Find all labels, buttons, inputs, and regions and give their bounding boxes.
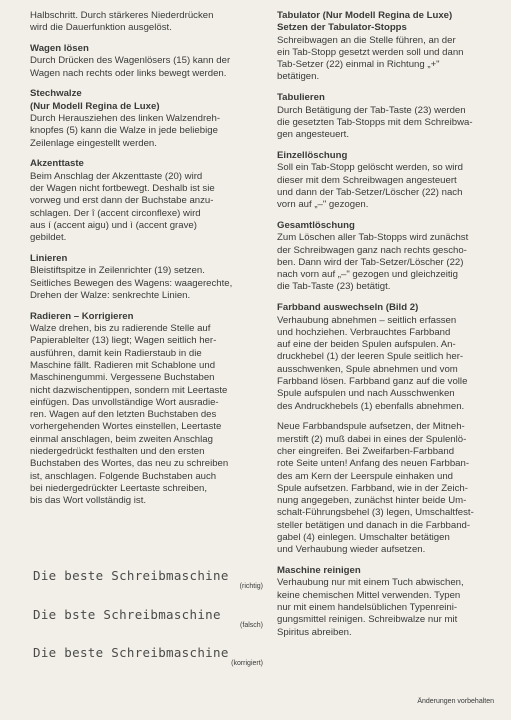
section-heading: Setzen der Tabulator-Stopps — [277, 22, 407, 34]
body-line: ben. Dann wird der Tab-Setzer/Löscher (22) — [277, 256, 464, 268]
body-line: Schreibwagen an die Stelle führen, an der — [277, 34, 456, 46]
section-heading: Akzenttaste — [30, 158, 84, 170]
section-heading: Tabulieren — [277, 92, 325, 104]
right-column — [277, 10, 493, 647]
body-line: gebildet. — [30, 232, 67, 244]
example-text: Die bste Schreibmaschine — [33, 607, 221, 622]
body-line: betätigen. — [277, 71, 320, 83]
body-line: Durch Herausziehen des linken Walzendreh- — [30, 113, 221, 125]
example-correct — [33, 568, 263, 590]
body-line: Farbband lösen. Farbband ganz auf die volle — [277, 376, 468, 388]
section-heading: Radieren – Korrigieren — [30, 310, 134, 322]
body-line: des am Kern der Leerspule einhaken und — [277, 470, 454, 482]
section-heading: Wagen lösen — [30, 43, 89, 55]
body-line: Verhaubung nur mit einem Tuch abwischen, — [277, 577, 464, 589]
body-line: vorn auf „–" gezogen. — [277, 199, 369, 211]
section — [30, 253, 260, 302]
body-line: Zeilenlage eingestellt werden. — [30, 137, 157, 149]
section-heading: Einzellöschung — [277, 149, 348, 161]
body-line: nung angegeben, zunächst hinter beide Um- — [277, 495, 467, 507]
section — [30, 311, 260, 508]
section-heading: Stechwalze — [30, 88, 82, 100]
body-line: Halbschritt. Durch stärkeres Niederdrücken — [30, 10, 214, 21]
body-line: Tab-Setzer (22) einmal in Richtung „+" — [277, 59, 440, 71]
section-heading: Tabulator (Nur Modell Regina de Luxe) — [277, 10, 453, 21]
body-line: Maschinengummi. Vergessene Buchstaben — [30, 372, 215, 384]
section-heading: Gesamtlöschung — [277, 219, 355, 231]
body-line: schalt-Führungsbehel (3) legen, Umschaltfest- — [277, 507, 474, 519]
body-line: niedergedrückt festhalten und den ersten — [30, 446, 205, 457]
left-column — [30, 10, 260, 516]
body-line: die Tab-Taste (23) betätigt. — [277, 281, 391, 293]
section — [277, 220, 493, 294]
body-line: des Andruckhebels (1) ebenfalls abnehmen. — [277, 400, 465, 412]
section — [30, 10, 260, 35]
body-line: bei niedergedrückter Leertaste schreiben, — [30, 482, 208, 494]
body-line: Papierablelter (13) liegt; Wagen seitlich her- — [30, 335, 217, 347]
example-corrected — [33, 645, 263, 667]
body-line: auf eine der beiden Spulen aufspulen. An- — [277, 339, 456, 351]
body-line: die gesetzten Tab-Stopps mit dem Schreibwa- — [277, 116, 473, 128]
example-text: Die beste Schreibmaschine — [33, 568, 229, 583]
body-line: ausschwenken, Spule abnehmen und vom — [277, 363, 458, 375]
body-line: gen angesteuert. — [277, 129, 350, 141]
body-line: Buchstaben des Wortes, das neu zu schreiben — [30, 458, 229, 470]
body-line: nur mit einem handelsüblichen Typenreini- — [277, 602, 458, 614]
body-line: keine chemischen Mittel verwenden. Typen — [277, 589, 461, 601]
body-line: rote Seite unten! Anfang des neuen Farbban- — [277, 458, 470, 470]
body-line: und hochziehen. Verbrauchtes Farbband — [277, 326, 451, 338]
body-line: einfügen. Das unvollständige Wort ausradie- — [30, 396, 219, 408]
section — [277, 421, 493, 556]
body-line: Beim Anschlag der Akzenttaste (20) wird — [30, 170, 203, 182]
body-line: der Schreibwagen ganz nach rechts gescho- — [277, 244, 467, 256]
body-line: ausführen, damit kein Radierstaub in die — [30, 347, 202, 359]
body-line: und Verhaubung wieder aufsetzen. — [277, 544, 426, 556]
example-text: Die beste Schreibmaschine — [33, 645, 229, 660]
body-line: Neue Farbbandspule aufsetzen, der Mitneh- — [277, 421, 465, 433]
section — [277, 565, 493, 639]
section — [277, 302, 493, 413]
section-heading: Maschine reinigen — [277, 565, 361, 577]
body-line: Soll ein Tab-Stopp gelöscht werden, so wird — [277, 162, 463, 174]
body-line: Wagen nach rechts oder links bewegt werden. — [30, 67, 227, 79]
body-line: ist, anschlagen. Folgende Buchstaben auch — [30, 470, 217, 482]
body-line: druckhebel (1) der leeren Spule seitlich her- — [277, 351, 464, 363]
body-line: schlagen. Der î (accent circonflexe) wird — [30, 207, 201, 219]
body-line: Zum Löschen aller Tab-Stopps wird zunächst — [277, 232, 469, 244]
section — [277, 10, 493, 84]
body-line: cher eingreifen. Bei Zweifarben-Farbband — [277, 446, 455, 457]
example-tag: (falsch) — [240, 622, 263, 629]
body-line: ren. Wagen auf den letzten Buchstaben des — [30, 409, 217, 421]
body-line: merstift (2) muß dabei in eines der Spulenlö- — [277, 433, 467, 445]
body-line: einmal anschlagen, beim zweiten Anschlag — [30, 433, 213, 445]
body-line: gungsmittel reinigen. Schreibwalze nur mit — [277, 614, 458, 626]
body-line: Spule aufsetzen. Farbband, wie in der Zeich- — [277, 482, 468, 494]
example-tag: (korrigiert) — [231, 660, 263, 667]
section-heading: (Nur Modell Regina de Luxe) — [30, 100, 160, 112]
body-line: dieser mit dem Schreibwagen angesteuert — [277, 174, 457, 186]
body-line: Durch Betätigung der Tab-Taste (23) werden — [277, 104, 466, 116]
example-tag: (richtig) — [239, 583, 263, 590]
body-line: und dann der Tab-Setzer/Löscher (22) nach — [277, 186, 463, 198]
section — [30, 158, 260, 244]
body-line: Spule aufspulen und nach Ausschwenken — [277, 388, 455, 400]
body-line: Spiritus abreiben. — [277, 626, 352, 638]
body-line: ein Tab-Stopp gesetzt werden soll und dann — [277, 46, 464, 58]
section-heading: Farbband auswechseln (Bild 2) — [277, 302, 419, 314]
body-line: Drehen der Walze: senkrechte Linien. — [30, 289, 191, 301]
section — [277, 92, 493, 141]
body-line: Maschine fällt. Radieren mit Schablone und — [30, 359, 216, 371]
body-line: Seitliches Bewegen des Wagens: waagerechte, — [30, 277, 233, 289]
body-line: vorhergehenden Wortes einstellen, Leertaste — [30, 421, 222, 433]
body-line: aus í (accent aigu) und ì (accent grave) — [30, 219, 197, 231]
body-line: wird die Dauerfunktion ausgelöst. — [30, 22, 172, 34]
body-line: vorweg und erst dann der Buchstabe anzu- — [30, 195, 214, 207]
body-line: steller betätigen und danach in die Farbband- — [277, 519, 471, 531]
body-line: gabel (4) einlegen. Umschalter betätigen — [277, 532, 450, 544]
body-line: nach vorn auf „–" gezogen und gleichzeitig — [277, 269, 459, 281]
body-line: Verhaubung abnehmen – seitlich erfassen — [277, 314, 457, 326]
body-line: Bleistiftspitze in Zeilenrichter (19) setzen. — [30, 265, 205, 277]
body-line: Durch Drücken des Wagenlösers (15) kann der — [30, 55, 231, 67]
section — [30, 43, 260, 80]
body-line: bis das Wort vollständig ist. — [30, 495, 147, 507]
footer-note: Änderungen vorbehalten — [417, 698, 494, 705]
body-line: nicht dazwischentippen, sondern mit Leertaste — [30, 384, 228, 396]
section-heading: Linieren — [30, 253, 68, 265]
body-line: knopfes (5) kann die Walze in jede beliebige — [30, 125, 218, 137]
body-line: der Wagen nicht fortbewegt. Deshalb ist sie — [30, 183, 215, 195]
body-line: Walze drehen, bis zu radierende Stelle auf — [30, 323, 211, 335]
example-wrong — [33, 607, 263, 629]
section — [277, 150, 493, 211]
section — [30, 88, 260, 149]
